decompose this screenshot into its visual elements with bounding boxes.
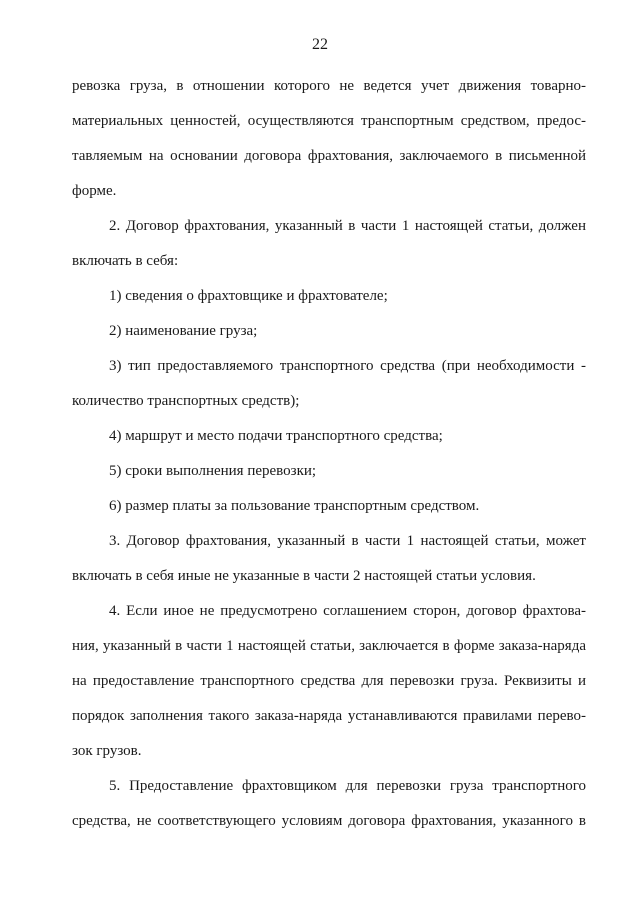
text-line: включать в себя иные не указанные в части 2 настоящей статьи условия. — [72, 568, 536, 584]
text-line: количество транспортных средств); — [72, 393, 300, 409]
text-line: средства, не соответствующего условиям договора фрахтования, указанного в — [72, 813, 586, 829]
text-line: 2. Договор фрахтования, указанный в части 1 настоящей статьи, должен — [109, 218, 586, 234]
text-line: 5. Предоставление фрахтовщиком для перевозки груза транспортного — [109, 778, 586, 794]
list-item: 2) наименование груза; — [109, 323, 258, 339]
text-line: 4. Если иное не предусмотрено соглашением сторон, договор фрахтова- — [109, 603, 586, 619]
text-line: порядок заполнения такого заказа-наряда устанавливаются правилами перево- — [72, 708, 586, 724]
text-line: включать в себя: — [72, 253, 179, 269]
text-line: материальных ценностей, осуществляются транспортным средством, предос- — [72, 113, 586, 129]
text-line: форме. — [72, 183, 117, 199]
text-line: ревозка груза, в отношении которого не ведется учет движения товарно- — [72, 78, 586, 94]
list-item: 1) сведения о фрахтовщике и фрахтователе; — [109, 288, 388, 304]
list-item: 5) сроки выполнения перевозки; — [109, 463, 317, 479]
text-line: зок грузов. — [72, 743, 142, 759]
text-line: тавляемым на основании договора фрахтования, заключаемого в письменной — [72, 148, 586, 164]
text-line: на предоставление транспортного средства для перевозки груза. Реквизиты и — [72, 673, 586, 689]
text-line: ния, указанный в части 1 настоящей статьи, заключается в форме заказа-наряда — [72, 638, 586, 654]
list-item: 4) маршрут и место подачи транспортного средства; — [109, 428, 443, 444]
page-number: 22 — [312, 36, 328, 53]
list-item: 6) размер платы за пользование транспортным средством. — [109, 498, 480, 514]
list-item: 3) тип предоставляемого транспортного средства (при необходимости - — [109, 358, 586, 374]
text-line: 3. Договор фрахтования, указанный в части 1 настоящей статьи, может — [109, 533, 586, 549]
